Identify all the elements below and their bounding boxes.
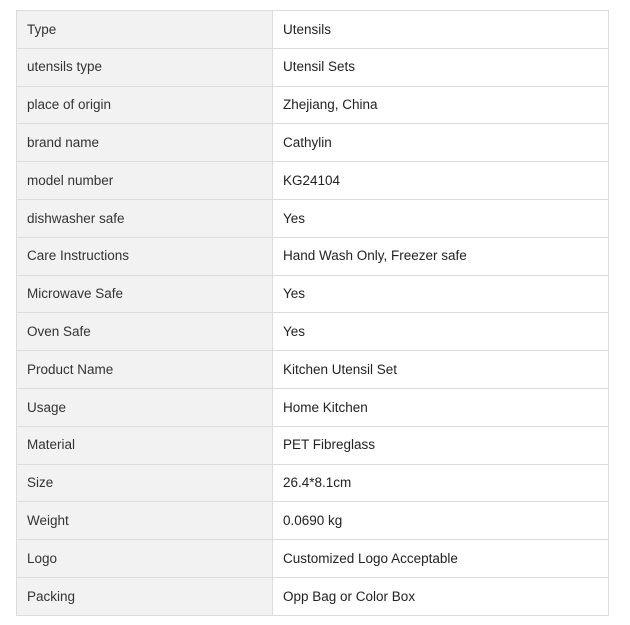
spec-row-oven-safe xyxy=(17,313,609,351)
spec-label: utensils type xyxy=(17,48,273,86)
spec-value: Yes xyxy=(273,275,609,313)
spec-label: place of origin xyxy=(17,86,273,124)
spec-label: dishwasher safe xyxy=(17,199,273,237)
spec-value: 0.0690 kg xyxy=(273,502,609,540)
spec-row-model-number xyxy=(17,162,609,200)
spec-value: Kitchen Utensil Set xyxy=(273,351,609,389)
spec-label: Material xyxy=(17,426,273,464)
spec-row-dishwasher-safe xyxy=(17,199,609,237)
spec-value: Yes xyxy=(273,313,609,351)
spec-label: Packing xyxy=(17,577,273,615)
spec-row-microwave-safe xyxy=(17,275,609,313)
spec-row-care-instructions xyxy=(17,237,609,275)
spec-value: Customized Logo Acceptable xyxy=(273,540,609,578)
spec-value: Cathylin xyxy=(273,124,609,162)
spec-label: model number xyxy=(17,162,273,200)
spec-table-body xyxy=(17,11,609,616)
spec-label: Care Instructions xyxy=(17,237,273,275)
spec-label: Product Name xyxy=(17,351,273,389)
spec-label: Microwave Safe xyxy=(17,275,273,313)
spec-value: PET Fibreglass xyxy=(273,426,609,464)
spec-value: Utensil Sets xyxy=(273,48,609,86)
spec-row-weight xyxy=(17,502,609,540)
spec-row-place-of-origin xyxy=(17,86,609,124)
spec-row-logo xyxy=(17,540,609,578)
spec-label: Logo xyxy=(17,540,273,578)
spec-value: 26.4*8.1cm xyxy=(273,464,609,502)
spec-value: Yes xyxy=(273,199,609,237)
spec-value: Utensils xyxy=(273,11,609,49)
spec-row-size xyxy=(17,464,609,502)
spec-value: Zhejiang, China xyxy=(273,86,609,124)
spec-label: Weight xyxy=(17,502,273,540)
spec-row-type xyxy=(17,11,609,49)
spec-row-material xyxy=(17,426,609,464)
spec-label: Size xyxy=(17,464,273,502)
spec-row-packing xyxy=(17,577,609,615)
spec-value: Hand Wash Only, Freezer safe xyxy=(273,237,609,275)
spec-value: Home Kitchen xyxy=(273,388,609,426)
spec-row-brand-name xyxy=(17,124,609,162)
spec-row-usage xyxy=(17,388,609,426)
spec-row-product-name xyxy=(17,351,609,389)
spec-value: Opp Bag or Color Box xyxy=(273,577,609,615)
spec-label: brand name xyxy=(17,124,273,162)
spec-row-utensils-type xyxy=(17,48,609,86)
spec-value: KG24104 xyxy=(273,162,609,200)
spec-label: Type xyxy=(17,11,273,49)
product-spec-table xyxy=(16,10,609,616)
spec-label: Usage xyxy=(17,388,273,426)
spec-label: Oven Safe xyxy=(17,313,273,351)
